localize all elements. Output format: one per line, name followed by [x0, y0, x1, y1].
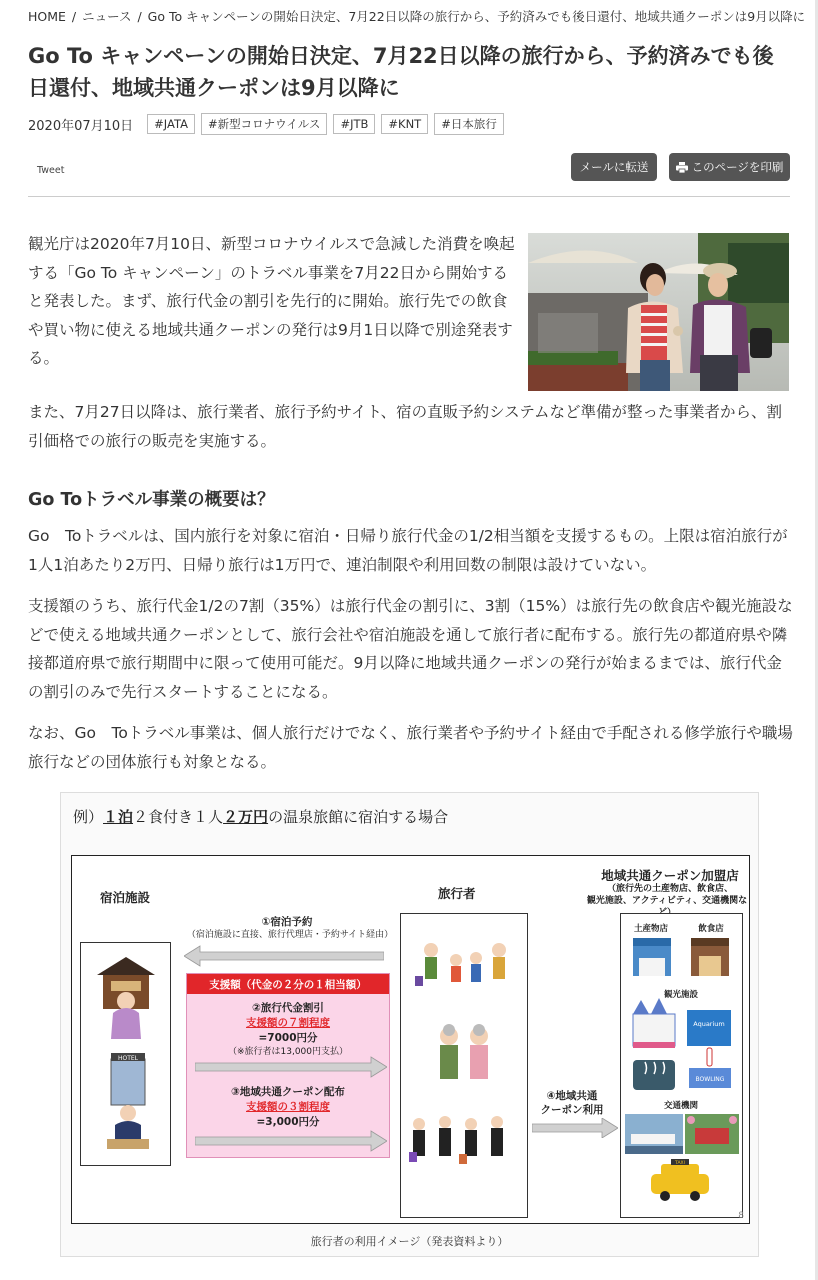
title-price: ２万円 — [223, 808, 269, 826]
article-photo-two-women-walking — [528, 233, 789, 391]
ryokan-and-hotel-icon — [81, 943, 170, 1165]
step3-label: ③地域共通クーポン配布 — [231, 1086, 345, 1098]
step2-amount: =7000円分 — [258, 1032, 318, 1044]
traveler-frame — [400, 913, 528, 1218]
coupon-shops-label: 地域共通クーポン加盟店 — [601, 868, 739, 883]
lodging-frame — [80, 942, 171, 1166]
step2-ratio: 支援額の７割程度 — [246, 1017, 330, 1029]
tag-link[interactable]: #KNT — [381, 114, 428, 134]
print-page-label: このページを印刷 — [691, 160, 784, 174]
tag-link[interactable]: #JATA — [147, 114, 195, 134]
tag-link[interactable]: #日本旅行 — [434, 113, 504, 135]
breadcrumb-news-link[interactable]: ニュース — [82, 9, 132, 24]
step4-label-2: クーポン利用 — [540, 1104, 604, 1116]
article-paragraph: 観光庁は2020年7月10日、新型コロナウイルスで急減した消費を喚起する「Go To キャンペーン」のトラベル事業を7月22日から開始すると発表した。まず、旅行代金の割引を先行的に開始。旅行先での飲食や買い物に使える地域共通クーポンの発行は9月1日以降で別途発表する。 — [28, 235, 515, 367]
step3-amount: =3,000円分 — [256, 1116, 320, 1128]
printer-icon — [676, 162, 688, 173]
traveler-label: 旅行者 — [438, 886, 476, 901]
coupon-shops-frame — [620, 913, 743, 1218]
title-prefix: 例） — [73, 808, 104, 826]
travelers-icon — [401, 914, 527, 1217]
step2-note: （※旅行者は13,000円支払） — [227, 1047, 349, 1057]
email-forward-label: メールに転送 — [579, 160, 649, 174]
hotel-sign: HOTEL — [117, 1055, 139, 1062]
title-suffix: の温泉旅館に宿泊する場合 — [268, 808, 449, 826]
transport-label: 交通機関 — [663, 1101, 698, 1111]
page-title: Go To キャンペーンの開始日決定、7月22日以降の旅行から、予約済みでも後日還付、地域共通クーポンは9月以降に — [28, 44, 774, 100]
infographic-diagram — [71, 855, 750, 1224]
tweet-button[interactable]: Tweet — [37, 165, 65, 176]
section-paragraph: Go Toトラベルは、国内旅行を対象に宿泊・日帰り旅行代金の1/2相当額を支援するもの。上限は宿泊旅行が1人1泊あたり2万円、日帰り旅行は1万円で、連泊制限や利用回数の制限は設けていない。 — [28, 527, 788, 574]
tag-link[interactable]: #JTB — [333, 114, 375, 134]
publish-date: 2020年07月10日 — [28, 118, 134, 134]
step3-ratio: 支援額の３割程度 — [246, 1101, 330, 1113]
souvenir-shop-label: 土産物店 — [633, 924, 668, 934]
section-paragraph: なお、Go Toトラベル事業は、個人旅行だけでなく、旅行業者や予約サイト経由で手配される修学旅行や職場旅行などの団体旅行も対象となる。 — [28, 724, 793, 771]
article-paragraph: また、7月27日以降は、旅行業者、旅行予約サイト、宿の直販予約システムなど準備が整った事業者から、割引価格での旅行の販売を実施する。 — [28, 403, 783, 450]
print-page-button[interactable] — [669, 153, 790, 181]
step4-label-1: ④地域共通 — [546, 1090, 598, 1102]
step3-arrow-right — [195, 1130, 387, 1152]
infographic-caption: 旅行者の利用イメージ（発表資料より） — [310, 1235, 509, 1248]
sightseeing-label: 観光施設 — [663, 990, 698, 1000]
article-meta — [28, 113, 510, 135]
step2-label: ②旅行代金割引 — [252, 1002, 324, 1014]
lodging-label: 宿泊施設 — [100, 890, 151, 905]
step1-label: ①宿泊予約 — [261, 916, 313, 928]
coupon-shops-sub2: 観光施設、アクティビティ、交通機関な — [586, 896, 748, 906]
email-forward-button[interactable] — [571, 153, 657, 181]
step1-sub: （宿泊施設に直接、旅行代理店・予約サイト経由） — [186, 930, 394, 940]
title-nights: １泊 — [103, 808, 134, 826]
taxi-sign: TAXI — [675, 1161, 685, 1166]
infographic-title — [73, 806, 448, 827]
step4-arrow-right — [532, 1118, 618, 1138]
header-divider — [28, 196, 790, 197]
coupon-shops-sub1: （旅行先の土産物店、飲食店、 — [606, 884, 733, 894]
section-heading: Go Toトラベル事業の概要は？ — [28, 490, 275, 510]
breadcrumb: HOME / ニュース / Go To キャンペーンの開始日決定、7月22日以降の旅行から、予約済みでも後日還付、地域共通クーポンは9月以降に — [28, 9, 806, 24]
step2-arrow-right — [195, 1056, 387, 1078]
title-middle: ２食付き１人 — [133, 808, 224, 826]
go-to-travel-infographic — [60, 792, 759, 1257]
section-paragraph: 支援額のうち、旅行代金1/2の7割（35%）は旅行代金の割引に、3割（15%）は旅行先の飲食店や観光施設などで使える地域共通クーポンとして、旅行会社や宿泊施設を通して旅行者に配布する。旅行先の都道府県や隣接都道府県で旅行期間中に限って使用可能だ。9月以降に地域共通クーポンの発行が始まるまでは、旅行代金の割引のみで先行スタートすることになる。 — [28, 597, 793, 701]
support-amount-box — [186, 973, 390, 1158]
tag-link[interactable]: #新型コロナウイルス — [201, 113, 327, 135]
breadcrumb-current: Go To キャンペーンの開始日決定、7月22日以降の旅行から、予約済みでも後日還付、地域共通クーポンは9月以降に — [147, 9, 806, 24]
restaurant-label: 飲食店 — [698, 924, 724, 934]
support-amount-bar: 支援額（代金の２分の１相当額） — [187, 974, 389, 994]
aquarium-sign: Aquarium — [693, 1020, 725, 1028]
step1-arrow-left — [184, 944, 384, 968]
bowling-sign: BOWLING — [695, 1076, 725, 1083]
slide-page-number: 8 — [738, 1211, 744, 1221]
shops-icons — [621, 914, 742, 1217]
breadcrumb-home-link[interactable]: HOME — [28, 9, 66, 24]
